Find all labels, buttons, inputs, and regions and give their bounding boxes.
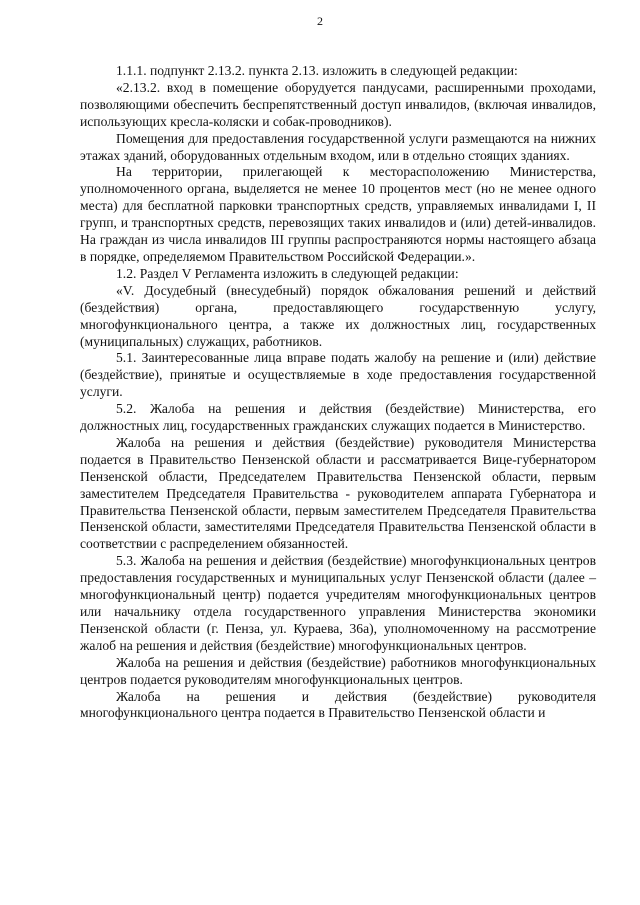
paragraph-5-2: 5.2. Жалоба на решения и действия (бездействие) Министерства, его должностных лиц, государственных гражданских служащих подается в Министерство. — [80, 401, 596, 434]
paragraph-5-1: 5.1. Заинтересованные лица вправе подать жалобу на решение и (или) действие (бездействие), принятые и осуществляемые в ходе предоставления государственной услуги. — [80, 350, 596, 400]
paragraph-premises: Помещения для предоставления государственной услуги размещаются на нижних этажах зданий, оборудованных отдельным входом, или в отдельно стоящих зданиях. — [80, 130, 596, 163]
paragraph-1-1-1: 1.1.1. подпункт 2.13.2. пункта 2.13. изложить в следующей редакции: — [116, 63, 518, 78]
paragraph-1-2: 1.2. Раздел V Регламента изложить в следующей редакции: — [116, 265, 459, 281]
page-number: 2 — [317, 14, 323, 28]
paragraph-2-13-2: «2.13.2. вход в помещение оборудуется пандусами, расширенными проходами, позволяющими обеспечить беспрепятственный доступ инвалидов, (включая инвалидов, использующих кресла-коляски и собак-проводников). — [80, 79, 596, 129]
paragraph-section-v-title: «V. Досудебный (внесудебный) порядок обжалования решений и действий (бездействия) органа, предоставляющего государственную услугу, многофункционального центра, а также их должностных лиц, государственных (муниципальных) служащих, работников. — [80, 282, 596, 349]
paragraph-complaint-mfc-workers: Жалоба на решения и действия (бездействие) работников многофункциональных центров подается руководителям многофункциональных центров. — [80, 654, 596, 687]
document-body — [80, 63, 596, 722]
paragraph-complaint-minister: Жалоба на решения и действия (бездействие) руководителя Министерства подается в Правительство Пензенской области и рассматривается Вице-губернатором Пензенской области, Председателем Правительства Пензенской области, первым заместителем Председателя Правительства - руководителем аппарата Губернатора и Правительства Пензенской области, первым заместителем Председателя Правительства Пензенской области, заместителями Председателя Правительства Пензенской области в соответствии с распределением обязанностей. — [80, 434, 596, 552]
paragraph-complaint-mfc-head: Жалоба на решения и действия (бездействие) руководителя многофункционального центра подается в Правительство Пензенской области и — [80, 688, 596, 721]
paragraph-5-3: 5.3. Жалоба на решения и действия (бездействие) многофункциональных центров предоставления государственных и муниципальных услуг Пензенской области (далее – многофункциональный центр) подается учредителям многофункциональных центров или начальнику отдела государственного управления Министерства экономики Пензенской области (г. Пенза, ул. Кураева, 36а), уполномоченному на рассмотрение жалоб на решения и действия (бездействие) многофункциональных центров. — [80, 553, 596, 653]
paragraph-parking: На территории, прилегающей к месторасположению Министерства, уполномоченного органа, выделяется не менее 10 процентов мест (но не менее одного места) для бесплатной парковки транспортных средств, управляемых инвалидами I, II групп, и транспортных средств, перевозящих таких инвалидов и (или) детей-инвалидов. На граждан из числа инвалидов III группы распространяются нормы настоящего абзаца в порядке, определяемом Правительством Российской Федерации.». — [80, 164, 596, 264]
